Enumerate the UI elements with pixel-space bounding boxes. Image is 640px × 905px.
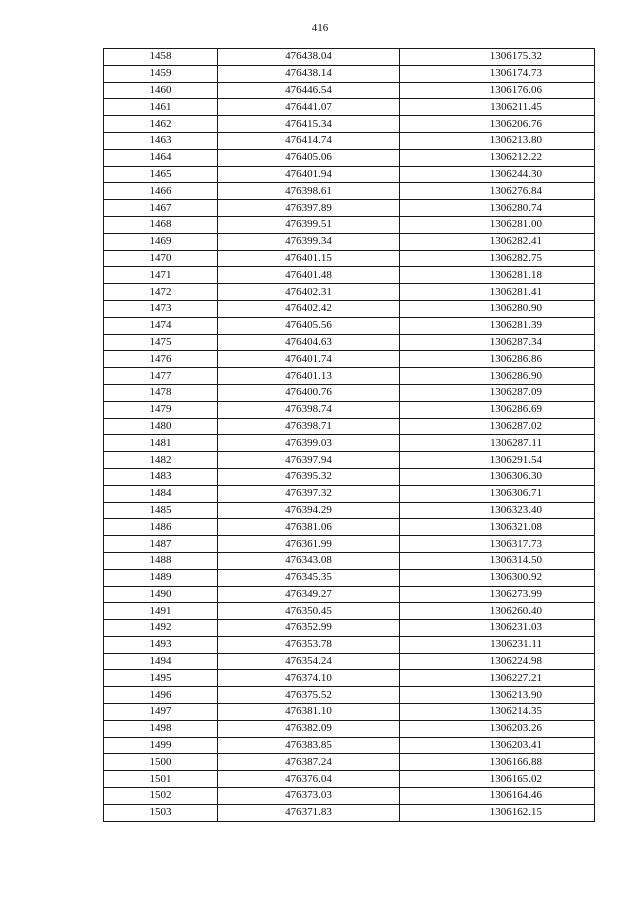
x-coordinate-cell: 476438.14 [218,65,400,82]
point-number-cell: 1501 [104,771,218,788]
y-coordinate-cell: 1306281.18 [400,267,595,284]
table-row [104,267,595,284]
x-coordinate-cell: 476395.32 [218,468,400,485]
x-coordinate-cell: 476402.42 [218,300,400,317]
table-row [104,771,595,788]
point-number-cell: 1468 [104,216,218,233]
table-row [104,687,595,704]
y-coordinate-cell: 1306211.45 [400,99,595,116]
y-coordinate-cell: 1306224.98 [400,653,595,670]
x-coordinate-cell: 476446.54 [218,82,400,99]
x-coordinate-cell: 476399.03 [218,435,400,452]
x-coordinate-cell: 476438.04 [218,49,400,66]
point-number-cell: 1482 [104,452,218,469]
point-number-cell: 1461 [104,99,218,116]
point-number-cell: 1471 [104,267,218,284]
x-coordinate-cell: 476350.45 [218,603,400,620]
x-coordinate-cell: 476374.10 [218,670,400,687]
point-number-cell: 1478 [104,384,218,401]
table-row [104,233,595,250]
y-coordinate-cell: 1306282.75 [400,250,595,267]
y-coordinate-cell: 1306231.11 [400,636,595,653]
point-number-cell: 1466 [104,183,218,200]
table-row [104,519,595,536]
coordinates-table [103,48,595,822]
x-coordinate-cell: 476381.10 [218,704,400,721]
y-coordinate-cell: 1306213.80 [400,132,595,149]
point-number-cell: 1465 [104,166,218,183]
point-number-cell: 1491 [104,603,218,620]
y-coordinate-cell: 1306203.41 [400,737,595,754]
x-coordinate-cell: 476401.15 [218,250,400,267]
x-coordinate-cell: 476405.56 [218,317,400,334]
x-coordinate-cell: 476387.24 [218,754,400,771]
table-row [104,552,595,569]
table-row [104,65,595,82]
table-row [104,166,595,183]
table-row [104,250,595,267]
y-coordinate-cell: 1306280.90 [400,300,595,317]
table-row [104,200,595,217]
x-coordinate-cell: 476375.52 [218,687,400,704]
y-coordinate-cell: 1306281.41 [400,284,595,301]
point-number-cell: 1498 [104,720,218,737]
y-coordinate-cell: 1306175.32 [400,49,595,66]
x-coordinate-cell: 476345.35 [218,569,400,586]
table-row [104,569,595,586]
point-number-cell: 1477 [104,368,218,385]
page-number: 416 [311,22,329,34]
table-row [104,586,595,603]
y-coordinate-cell: 1306176.06 [400,82,595,99]
y-coordinate-cell: 1306260.40 [400,603,595,620]
x-coordinate-cell: 476399.34 [218,233,400,250]
x-coordinate-cell: 476343.08 [218,552,400,569]
table-row [104,468,595,485]
point-number-cell: 1467 [104,200,218,217]
table-row [104,351,595,368]
point-number-cell: 1487 [104,536,218,553]
y-coordinate-cell: 1306323.40 [400,502,595,519]
table-row [104,300,595,317]
point-number-cell: 1488 [104,552,218,569]
y-coordinate-cell: 1306203.26 [400,720,595,737]
x-coordinate-cell: 476398.61 [218,183,400,200]
point-number-cell: 1493 [104,636,218,653]
table-row [104,636,595,653]
table-row [104,284,595,301]
x-coordinate-cell: 476414.74 [218,132,400,149]
y-coordinate-cell: 1306287.11 [400,435,595,452]
x-coordinate-cell: 476371.83 [218,804,400,821]
point-number-cell: 1473 [104,300,218,317]
x-coordinate-cell: 476383.85 [218,737,400,754]
x-coordinate-cell: 476405.06 [218,149,400,166]
x-coordinate-cell: 476398.74 [218,401,400,418]
y-coordinate-cell: 1306317.73 [400,536,595,553]
coordinates-table-body [104,49,595,822]
y-coordinate-cell: 1306166.88 [400,754,595,771]
point-number-cell: 1492 [104,620,218,637]
point-number-cell: 1485 [104,502,218,519]
x-coordinate-cell: 476400.76 [218,384,400,401]
point-number-cell: 1458 [104,49,218,66]
point-number-cell: 1463 [104,132,218,149]
table-row [104,485,595,502]
table-row [104,317,595,334]
x-coordinate-cell: 476401.94 [218,166,400,183]
y-coordinate-cell: 1306306.71 [400,485,595,502]
y-coordinate-cell: 1306286.90 [400,368,595,385]
x-coordinate-cell: 476399.51 [218,216,400,233]
x-coordinate-cell: 476415.34 [218,116,400,133]
table-row [104,435,595,452]
point-number-cell: 1476 [104,351,218,368]
y-coordinate-cell: 1306286.86 [400,351,595,368]
table-row [104,536,595,553]
point-number-cell: 1469 [104,233,218,250]
x-coordinate-cell: 476397.94 [218,452,400,469]
table-row [104,670,595,687]
x-coordinate-cell: 476382.09 [218,720,400,737]
y-coordinate-cell: 1306231.03 [400,620,595,637]
x-coordinate-cell: 476401.13 [218,368,400,385]
x-coordinate-cell: 476401.48 [218,267,400,284]
y-coordinate-cell: 1306244.30 [400,166,595,183]
y-coordinate-cell: 1306280.74 [400,200,595,217]
table-row [104,216,595,233]
x-coordinate-cell: 476398.71 [218,418,400,435]
y-coordinate-cell: 1306314.50 [400,552,595,569]
x-coordinate-cell: 476394.29 [218,502,400,519]
y-coordinate-cell: 1306174.73 [400,65,595,82]
y-coordinate-cell: 1306206.76 [400,116,595,133]
y-coordinate-cell: 1306287.34 [400,334,595,351]
y-coordinate-cell: 1306214.35 [400,704,595,721]
y-coordinate-cell: 1306213.90 [400,687,595,704]
point-number-cell: 1503 [104,804,218,821]
y-coordinate-cell: 1306286.69 [400,401,595,418]
x-coordinate-cell: 476404.63 [218,334,400,351]
x-coordinate-cell: 476361.99 [218,536,400,553]
y-coordinate-cell: 1306164.46 [400,788,595,805]
y-coordinate-cell: 1306212.22 [400,149,595,166]
table-row [104,720,595,737]
point-number-cell: 1502 [104,788,218,805]
table-row [104,418,595,435]
x-coordinate-cell: 476353.78 [218,636,400,653]
y-coordinate-cell: 1306282.41 [400,233,595,250]
table-row [104,183,595,200]
y-coordinate-cell: 1306281.00 [400,216,595,233]
table-row [104,653,595,670]
table-row [104,754,595,771]
x-coordinate-cell: 476349.27 [218,586,400,603]
point-number-cell: 1499 [104,737,218,754]
y-coordinate-cell: 1306165.02 [400,771,595,788]
point-number-cell: 1486 [104,519,218,536]
x-coordinate-cell: 476354.24 [218,653,400,670]
x-coordinate-cell: 476397.89 [218,200,400,217]
point-number-cell: 1462 [104,116,218,133]
x-coordinate-cell: 476381.06 [218,519,400,536]
point-number-cell: 1500 [104,754,218,771]
x-coordinate-cell: 476352.99 [218,620,400,637]
point-number-cell: 1481 [104,435,218,452]
point-number-cell: 1480 [104,418,218,435]
y-coordinate-cell: 1306300.92 [400,569,595,586]
table-row [104,116,595,133]
point-number-cell: 1459 [104,65,218,82]
y-coordinate-cell: 1306287.02 [400,418,595,435]
table-row [104,603,595,620]
point-number-cell: 1472 [104,284,218,301]
table-row [104,334,595,351]
table-row [104,804,595,821]
table-row [104,132,595,149]
y-coordinate-cell: 1306276.84 [400,183,595,200]
y-coordinate-cell: 1306306.30 [400,468,595,485]
point-number-cell: 1489 [104,569,218,586]
x-coordinate-cell: 476401.74 [218,351,400,368]
table-row [104,149,595,166]
point-number-cell: 1497 [104,704,218,721]
table-row [104,788,595,805]
table-row [104,452,595,469]
point-number-cell: 1474 [104,317,218,334]
y-coordinate-cell: 1306281.39 [400,317,595,334]
point-number-cell: 1470 [104,250,218,267]
point-number-cell: 1495 [104,670,218,687]
table-row [104,620,595,637]
table-row [104,401,595,418]
x-coordinate-cell: 476376.04 [218,771,400,788]
table-row [104,99,595,116]
table-row [104,737,595,754]
table-row [104,368,595,385]
y-coordinate-cell: 1306227.21 [400,670,595,687]
y-coordinate-cell: 1306321.08 [400,519,595,536]
point-number-cell: 1494 [104,653,218,670]
x-coordinate-cell: 476402.31 [218,284,400,301]
table-row [104,82,595,99]
point-number-cell: 1483 [104,468,218,485]
y-coordinate-cell: 1306287.09 [400,384,595,401]
table-row [104,502,595,519]
point-number-cell: 1479 [104,401,218,418]
point-number-cell: 1475 [104,334,218,351]
table-row [104,384,595,401]
y-coordinate-cell: 1306273.99 [400,586,595,603]
x-coordinate-cell: 476441.07 [218,99,400,116]
x-coordinate-cell: 476397.32 [218,485,400,502]
x-coordinate-cell: 476373.03 [218,788,400,805]
point-number-cell: 1460 [104,82,218,99]
y-coordinate-cell: 1306291.54 [400,452,595,469]
point-number-cell: 1496 [104,687,218,704]
table-row [104,49,595,66]
y-coordinate-cell: 1306162.15 [400,804,595,821]
point-number-cell: 1464 [104,149,218,166]
table-row [104,704,595,721]
point-number-cell: 1490 [104,586,218,603]
point-number-cell: 1484 [104,485,218,502]
